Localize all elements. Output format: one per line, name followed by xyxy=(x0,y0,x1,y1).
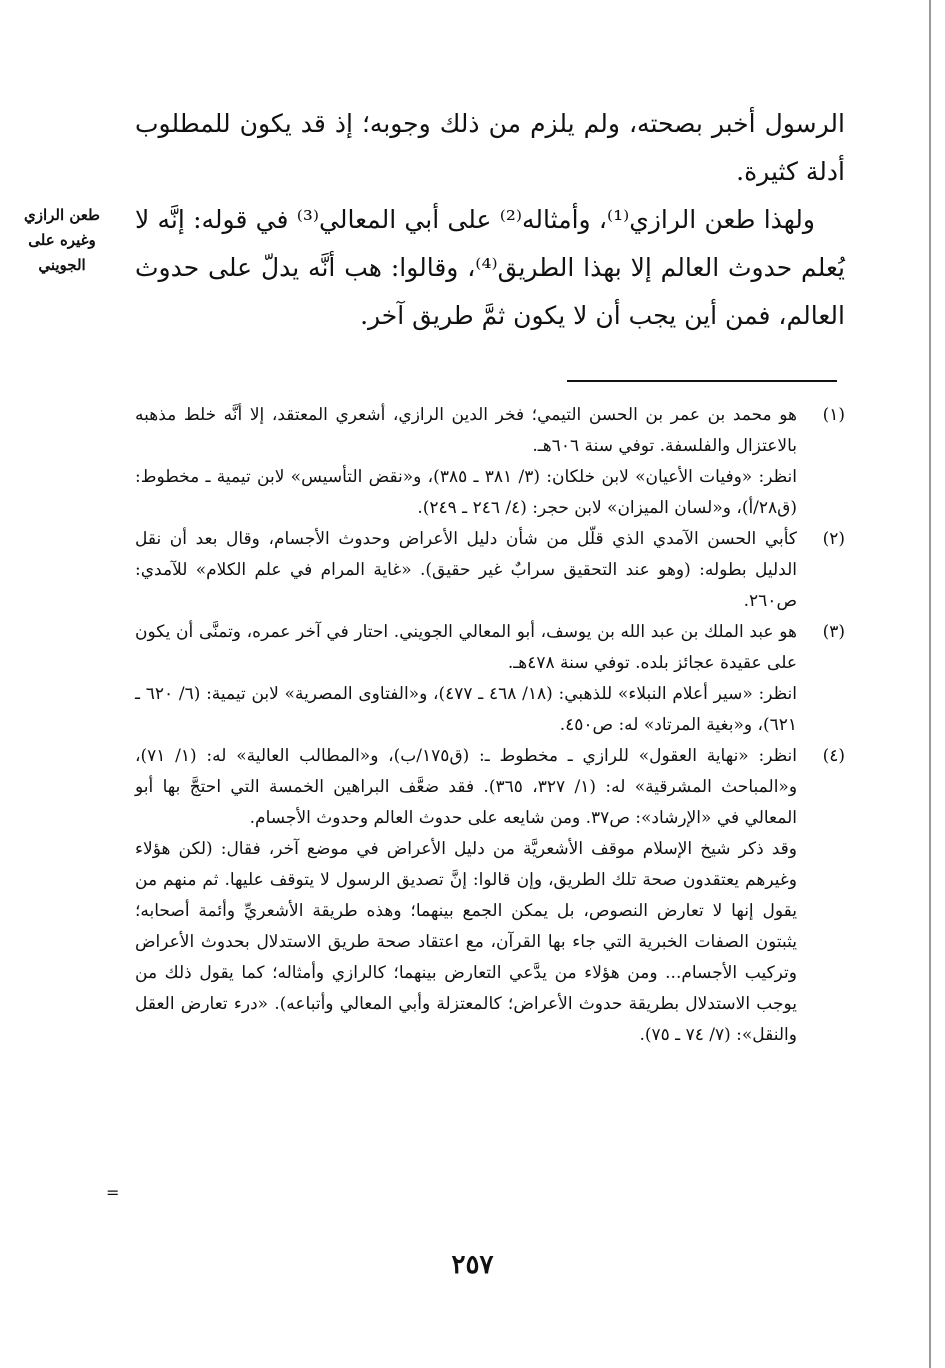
footnote-text: هو عبد الملك بن عبد الله بن يوسف، أبو المعالي الجويني. احتار في آخر عمره، وتمنَّى أن يكون على عقيدة عجائز بلده. توفي سنة ٤٧٨هـ. xyxy=(135,622,797,673)
main-text xyxy=(135,100,845,340)
footnote-text: انظر: «سير أعلام النبلاء» للذهبي: (١٨/ ٤٦٨ ـ ٤٧٧)، و«الفتاوى المصرية» لابن تيمية: (٦/ ٦٢٠ ـ ٦٢١)، و«بغية المرتاد» له: ص٤٥٠. xyxy=(135,684,797,735)
footnote-number: (٤) xyxy=(822,746,845,766)
footnote-number: (٢) xyxy=(822,529,845,549)
footnote-1 xyxy=(135,400,845,524)
page-number: ٢٥٧ xyxy=(451,1250,494,1280)
footnote-text: هو محمد بن عمر بن الحسن التيمي؛ فخر الدين الرازي، أشعري المعتقد، إلا أنَّه خلط مذهبه بالاعتزال والفلسفة. توفي سنة ٦٠٦هـ. xyxy=(135,405,797,456)
footnote-3 xyxy=(135,617,845,741)
footnote-number: (٣) xyxy=(822,622,845,642)
footnotes xyxy=(135,400,845,1051)
footnote-text: وقد ذكر شيخ الإسلام موقف الأشعريَّة من دليل الأعراض في موضع آخر، فقال: (لكن هؤلاء وغيرهم يعتقدون صحة تلك الطريق، وإن قالوا: إنَّ تصديق الرسول لا يتوقف عليها. ثم منهم من يقول إنها لا تعارض النصوص، بل يمكن الجمع بينهما؛ وهذه طريقة الأشعريِّ وأئمة أصحابه؛ يثبتون الصفات الخبرية التي جاء بها القرآن، مع اعتقاد صحة طريق الاستدلال بحدوث الأعراض وتركيب الأجسام... ومن هؤلاء من يدَّعي التعارض بينهما؛ كالرازي وأمثاله؛ كما يقول ذلك من يوجب الاستدلال بطريقة حدوث الأعراض؛ كالمعتزلة وأبي المعالي وأتباعه). «درء تعارض العقل والنقل»: (٧/ ٧٤ ـ ٧٥). xyxy=(135,839,797,1045)
margin-note-line-1: طعن الرازي xyxy=(24,206,100,224)
footnote-text: كأبي الحسن الآمدي الذي قلّل من شأن دليل الأعراض وحدوث الأجسام، وقال بعد أن نقل الدليل بطوله: (وهو عند التحقيق سرابٌ غير حقيق). «غاية المرام في علم الكلام» للآمدي: ص٢٦٠. xyxy=(135,529,797,611)
main-paragraph-1: الرسول أخبر بصحته، ولم يلزم من ذلك وجوبه؛ إذ قد يكون للمطلوب أدلة كثيرة. xyxy=(135,109,845,186)
main-paragraph-2: ولهذا طعن الرازي⁽¹⁾، وأمثاله⁽²⁾ على أبي المعالي⁽³⁾ في قوله: إنَّه لا يُعلم حدوث العالم إلا بهذا الطريق⁽⁴⁾، وقالوا: هب أنَّه يدلّ على حدوث العالم، فمن أين يجب أن لا يكون ثمَّ طريق آخر. xyxy=(135,205,845,330)
footnote-2 xyxy=(135,524,845,617)
margin-note xyxy=(4,203,120,278)
page-edge xyxy=(929,0,931,1368)
margin-note-line-2: وغيره على الجويني xyxy=(28,231,96,274)
footnote-4 xyxy=(135,741,845,1051)
footnote-text: انظر: «وفيات الأعيان» لابن خلكان: (٣/ ٣٨١ ـ ٣٨٥)، و«نقض التأسيس» لابن تيمية ـ مخطوط: (ق٢٨/أ)، و«لسان الميزان» لابن حجر: (٤/ ٢٤٦ ـ ٢٤٩). xyxy=(135,467,798,518)
footnote-text: انظر: «نهاية العقول» للرازي ـ مخطوط ـ: (ق١٧٥/ب)، و«المطالب العالية» له: (١/ ٧١)، و«المباحث المشرقية» له: (١/ ٣٢٧، ٣٦٥). فقد ضعَّف البراهين الخمسة التي احتجَّ بها أبو المعالي في «الإرشاد»: ص٣٧. ومن شايعه على حدوث العالم وحدوث الأجسام. xyxy=(135,746,798,828)
footnote-number: (١) xyxy=(822,405,845,425)
footnote-separator xyxy=(567,380,837,382)
continuation-mark: = xyxy=(106,1183,120,1202)
